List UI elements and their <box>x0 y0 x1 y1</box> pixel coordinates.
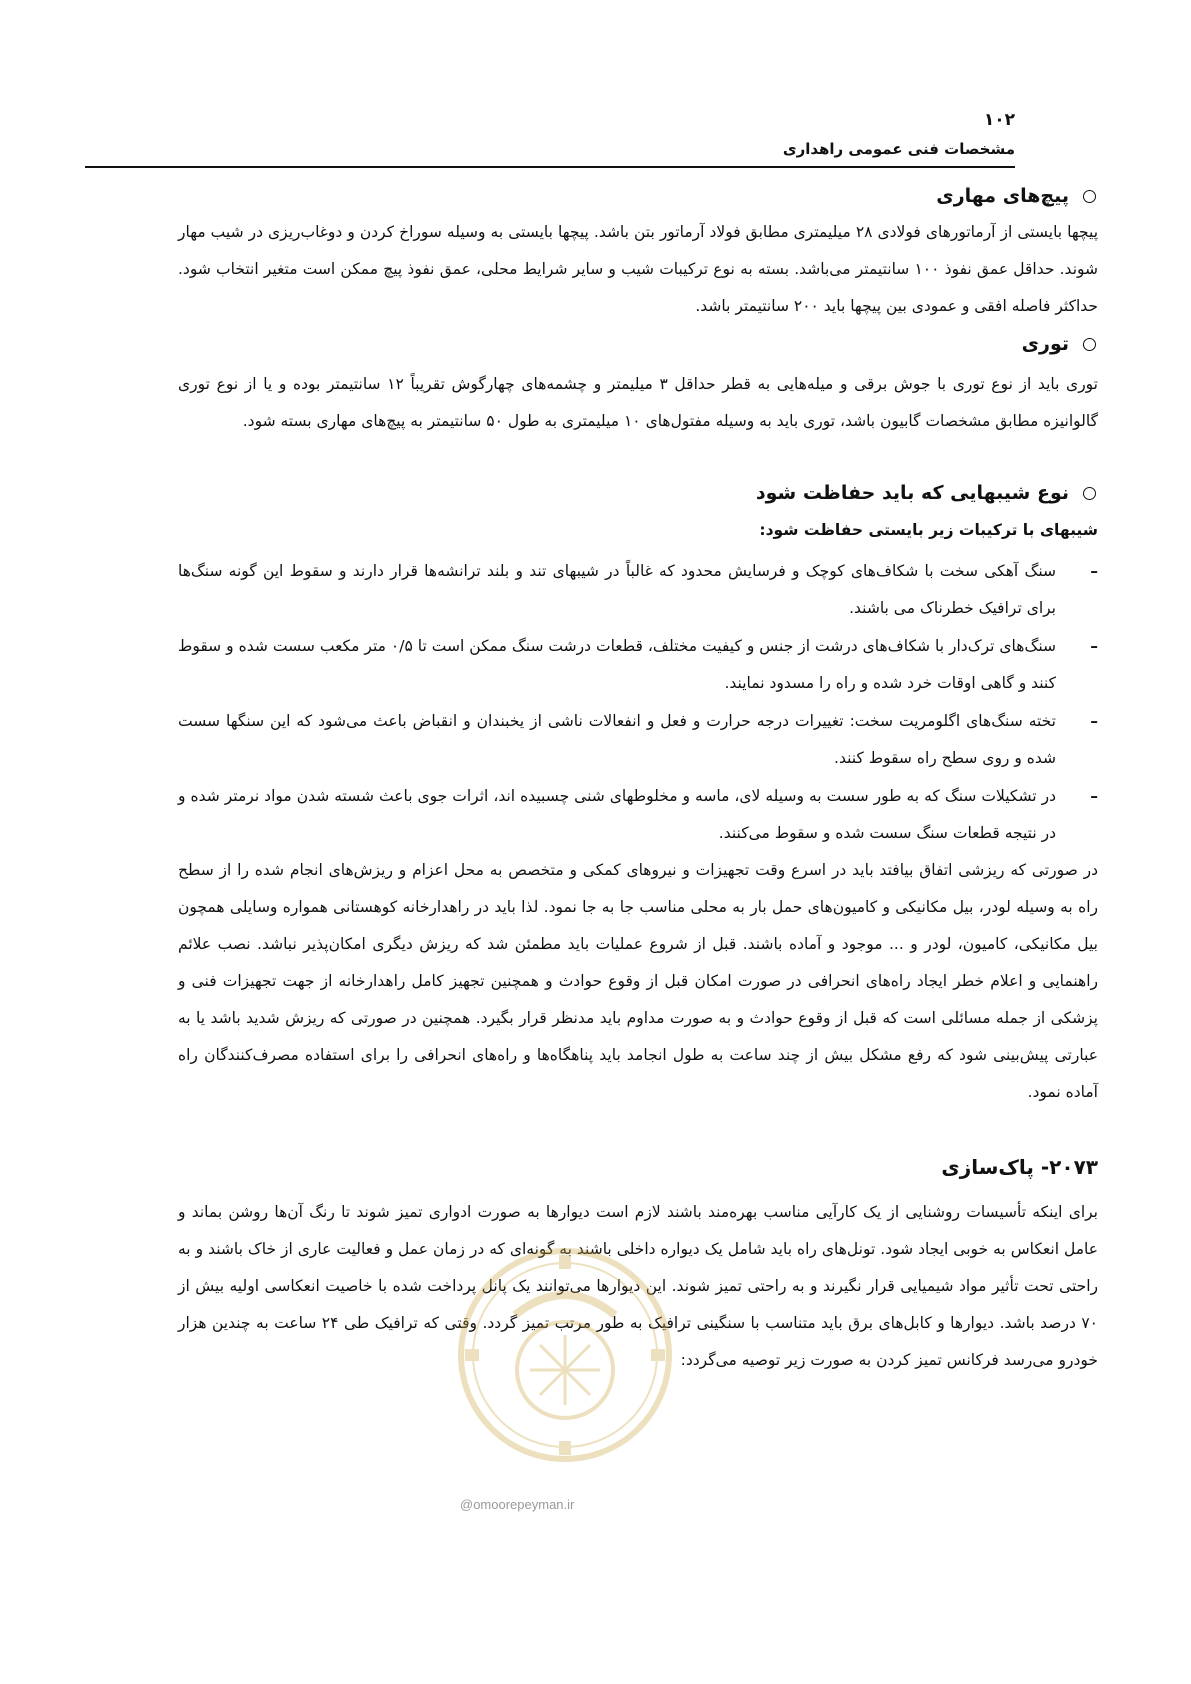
list-item-text: تخته سنگ‌های اگلومریت سخت: تغییرات درجه حرارت و فعل و انفعالات ناشی از یخبندان و انقباض باعث می‌شود که این سنگها سست شده و روی سطح راه سقوط کنند. <box>178 712 1056 767</box>
list-item <box>178 553 1098 627</box>
page-header <box>85 110 1015 168</box>
page-number: ۱۰۲ <box>983 110 1015 130</box>
watermark-stamp-icon <box>455 1245 675 1465</box>
list-item <box>178 703 1098 777</box>
dash-bullet: – <box>1090 637 1098 655</box>
anchor-bolts-heading: پیچ‌های مهاری <box>176 185 1096 207</box>
dash-bullet: – <box>1090 712 1098 730</box>
slopes-heading: نوع شیبهایی که باید حفاظت شود <box>176 482 1096 504</box>
anchor-bolts-paragraph: پیچها بایستی از آرماتورهای فولادی ۲۸ میلیمتری مطابق فولاد آرماتور بتن باشد. پیچها بایستی به وسیله سوراخ کردن و دوغاب‌ریزی در شیب مهار شوند. حداقل عمق نفوذ ۱۰۰ سانتیمتر می‌باشد. بسته به نوع ترکیبات شیب و سایر شرایط محلی، عمق نفوذ پیچ ممکن است متغیر انتخاب شود. حداکثر فاصله افقی و عمودی بین پیچها باید ۲۰۰ سانتیمتر باشد. <box>178 223 1099 315</box>
slopes-intro: شیبهای با ترکیبات زیر بایستی حفاظت شود: <box>759 521 1098 539</box>
cleaning-heading: ۲۰۷۳- پاک‌سازی <box>941 1155 1098 1179</box>
circle-bullet-icon <box>1083 487 1096 500</box>
watermark-url: @omoorepeyman.ir <box>460 1497 575 1512</box>
circle-bullet-icon <box>1083 190 1096 203</box>
list-item <box>178 628 1098 702</box>
slopes-closing-paragraph: در صورتی که ریزشی اتفاق بیافتد باید در اسرع وقت تجهیزات و نیروهای کمکی و متخصص به محل اعزام و ریزش‌های انجام شده را از سطح راه به وسیله لودر، بیل مکانیکی و کامیون‌های حمل بار به محلی مناسب جا به جا نمود. لذا باید در راهدارخانه کوهستانی همواره وسایلی همچون بیل مکانیکی، کامیون، لودر و ... موجود و آماده باشند. قبل از شروع عملیات باید مطمئن شد که ریزش دیگری امکان‌پذیر نباشد. نصب علائم راهنمایی و اعلام خطر ایجاد راه‌های انحرافی در صورت امکان قبل از وقوع حوادث و همچنین تجهیز کامل راهدارخانه از جهت تجهیزات فنی و پزشکی از جمله مسائلی است که قبل از وقوع حوادث و به صورت مداوم باید مدنظر قرار بگیرد. همچنین در صورتی که ریزش شدید باشد یا به عبارتی پیش‌بینی شود که رفع مشکل بیش از چند ساعت به طول انجامد باید پناهگاه‌ها و راه‌های انحرافی را برای استفاده مصرف‌کنندگان راه آماده نمود. <box>178 861 1098 1101</box>
mesh-heading: توری <box>176 333 1096 355</box>
dash-bullet: – <box>1090 787 1098 805</box>
list-item <box>178 778 1098 852</box>
list-item-text: سنگ آهکی سخت با شکاف‌های کوچک و فرسایش محدود که غالباً در شیبهای تند و بلند ترانشه‌ها قرار دارند و سقوط این گونه سنگ‌ها برای ترافیک خطرناک می باشند. <box>178 562 1056 617</box>
circle-bullet-icon <box>1083 338 1096 351</box>
dash-bullet: – <box>1090 562 1098 580</box>
cleaning-paragraph: برای اینکه تأسیسات روشنایی از یک کارآیی مناسب بهره‌مند باشند لازم است دیوارها به صورت ادواری تمیز شوند تا رنگ آن‌ها روشن بماند و عامل انعکاس به خوبی ایجاد شود. تونل‌های راه باید شامل یک دیواره داخلی باشند به گونه‌ای که در زمان عمل و فعالیت عاری از خاک باشند و به راحتی تحت تأثیر مواد شیمیایی قرار نگیرند و به راحتی تمیز شوند. این دیوارها می‌توانند یک پانل پرداخت شده با خاصیت انعکاسی اولیه بیش از ۷۰ درصد باشد. دیوارها و کابل‌های برق باید متناسب با سنگینی ترافیک به طور مرتب تمیز گردد. وقتی که ترافیک طی ۲۴ ساعت به چندین هزار خودرو می‌رسد فرکانس تمیز کردن به صورت زیر توصیه می‌گردد: <box>178 1203 1098 1369</box>
book-title: مشخصات فنی عمومی راهداری <box>782 140 1015 158</box>
list-item-text: سنگ‌های ترک‌دار با شکاف‌های درشت از جنس و کیفیت مختلف، قطعات درشت سنگ ممکن است تا ۰/۵ متر مکعب سست شده و سقوط کنند و گاهی اوقات خرد شده و راه را مسدود نمایند. <box>178 637 1056 692</box>
mesh-paragraph: توری باید از نوع توری با جوش برقی و میله‌هایی به قطر حداقل ۳ میلیمتر و چشمه‌های چهارگوش تقریباً ۱۲ سانتیمتر بوده و یا از نوع توری گالوانیزه مطابق مشخصات گابیون باشد، توری باید به وسیله مفتول‌های ۱۰ میلیمتری به طول ۵۰ سانتیمتر به پیچ‌های مهاری بسته شود. <box>178 375 1098 430</box>
list-item-text: در تشکیلات سنگ که به طور سست به وسیله لای، ماسه و مخلوطهای شنی چسبیده اند، اثرات جوی باعث شسته شدن مواد نرمتر شده و در نتیجه قطعات سنگ سست شده و سقوط می‌کنند. <box>178 787 1056 842</box>
